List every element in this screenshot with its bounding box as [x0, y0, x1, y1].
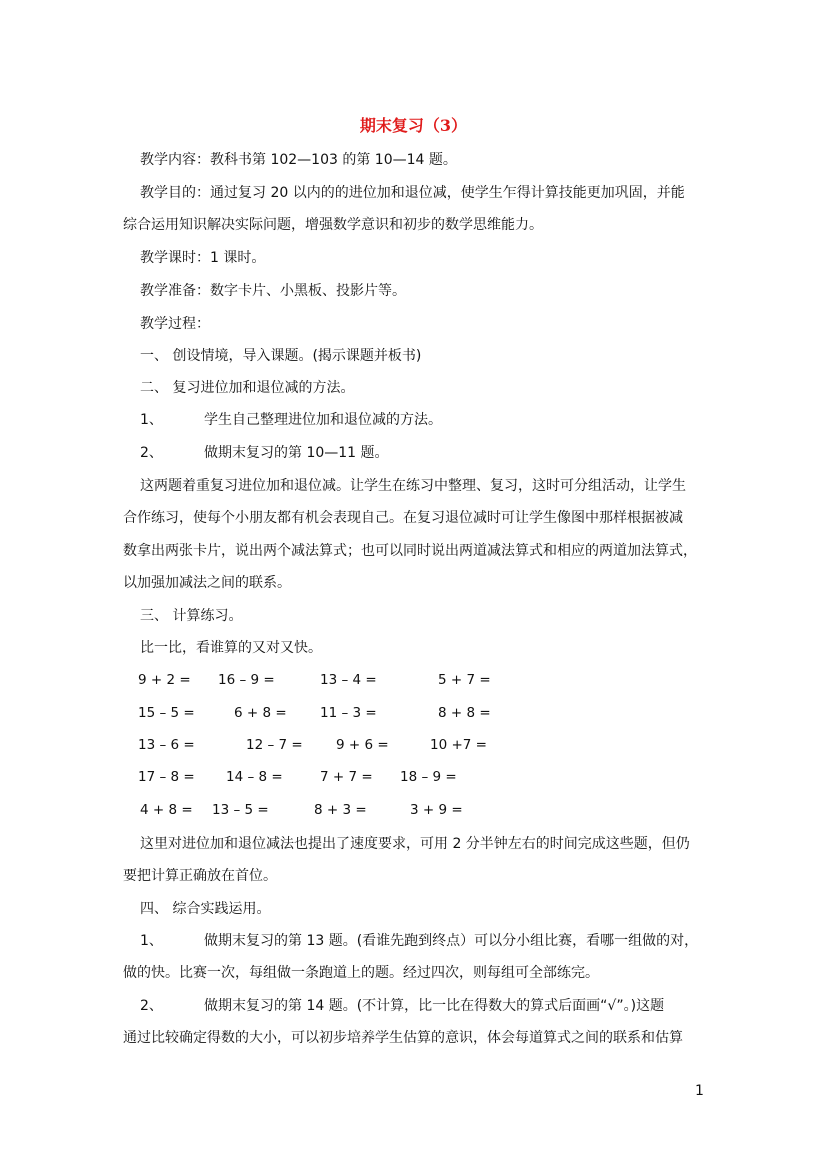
- teaching-prep: 教学准备：数字卡片、小黑板、投影片等。: [140, 283, 406, 299]
- section-1-heading: 一、 创设情境，导入课题。(揭示课题并板书): [140, 348, 422, 364]
- teaching-content: 教学内容：教科书第 102—103 的第 10—14 题。: [140, 152, 457, 168]
- calc-item: 10 +7 =: [430, 737, 487, 753]
- paragraph-2-line2: 要把计算正确放在首位。: [123, 868, 277, 884]
- calc-item: 4 + 8 =: [140, 802, 193, 818]
- paragraph-1-line3: 数拿出两张卡片，说出两个减法算式；也可以同时说出两道减法算式和相应的两道加法算式，: [123, 543, 697, 559]
- calc-item: 8 + 8 =: [438, 705, 491, 721]
- list-item-text: 做期末复习的第 14 题。(不计算，比一比在得数大的算式后面画“√”。)这题: [204, 998, 665, 1014]
- calc-item: 18 – 9 =: [400, 769, 457, 785]
- calc-item: 13 – 6 =: [138, 737, 195, 753]
- page-title: 期末复习（3）: [359, 116, 468, 135]
- list-item-number: 2、: [140, 445, 163, 461]
- teaching-process: 教学过程：: [140, 316, 210, 332]
- list-item-continuation: 做的快。比赛一次，每组做一条跑道上的题。经过四次，则每组可全部练完。: [123, 965, 599, 981]
- page-number: 1: [695, 1083, 704, 1099]
- calc-item: 16 – 9 =: [218, 672, 275, 688]
- calc-item: 13 – 4 =: [320, 672, 377, 688]
- calc-item: 3 + 9 =: [410, 802, 463, 818]
- calc-item: 17 – 8 =: [138, 769, 195, 785]
- section-3-heading: 三、 计算练习。: [140, 608, 243, 624]
- paragraph-1-line1: 这两题着重复习进位加和退位减。让学生在练习中整理、复习，这时可分组活动，让学生: [140, 478, 686, 494]
- list-item-number: 1、: [140, 412, 163, 428]
- section-4-heading: 四、 综合实践运用。: [140, 901, 271, 917]
- paragraph-2-line1: 这里对进位加和退位减法也提出了速度要求，可用 2 分半钟左右的时间完成这些题，但仍: [140, 836, 690, 852]
- calc-item: 13 – 5 =: [212, 802, 269, 818]
- calc-item: 15 – 5 =: [138, 705, 195, 721]
- calc-item: 14 – 8 =: [226, 769, 283, 785]
- calc-item: 5 + 7 =: [438, 672, 491, 688]
- calc-item: 9 + 6 =: [336, 737, 389, 753]
- teaching-goal-line2: 综合运用知识解决实际问题，增强数学意识和初步的数学思维能力。: [123, 217, 543, 233]
- list-item-number: 2、: [140, 998, 163, 1014]
- calc-item: 8 + 3 =: [314, 802, 367, 818]
- calc-item: 11 – 3 =: [320, 705, 377, 721]
- list-item-continuation: 通过比较确定得数的大小，可以初步培养学生估算的意识，体会每道算式之间的联系和估算: [123, 1030, 683, 1046]
- compare-instruction: 比一比，看谁算的又对又快。: [140, 640, 322, 656]
- calc-item: 9 + 2 =: [138, 672, 191, 688]
- teaching-goal-line1: 教学目的：通过复习 20 以内的的进位加和退位减，使学生乍得计算技能更加巩固，并能: [140, 185, 685, 201]
- calc-item: 12 – 7 =: [246, 737, 303, 753]
- list-item-text: 学生自己整理进位加和退位减的方法。: [204, 412, 442, 428]
- paragraph-1-line4: 以加强加减法之间的联系。: [123, 575, 291, 591]
- teaching-hours: 教学课时：1 课时。: [140, 250, 266, 266]
- list-item-number: 1、: [140, 933, 163, 949]
- calc-item: 6 + 8 =: [234, 705, 287, 721]
- list-item-text: 做期末复习的第 13 题。(看谁先跑到终点）可以分小组比赛，看哪一组做的对，: [204, 933, 699, 949]
- calc-item: 7 + 7 =: [320, 769, 373, 785]
- list-item-text: 做期末复习的第 10—11 题。: [204, 445, 389, 461]
- paragraph-1-line2: 合作练习，使每个小朋友都有机会表现自己。在复习退位减时可让学生像图中那样根据被减: [123, 510, 683, 526]
- section-2-heading: 二、 复习进位加和退位减的方法。: [140, 380, 355, 396]
